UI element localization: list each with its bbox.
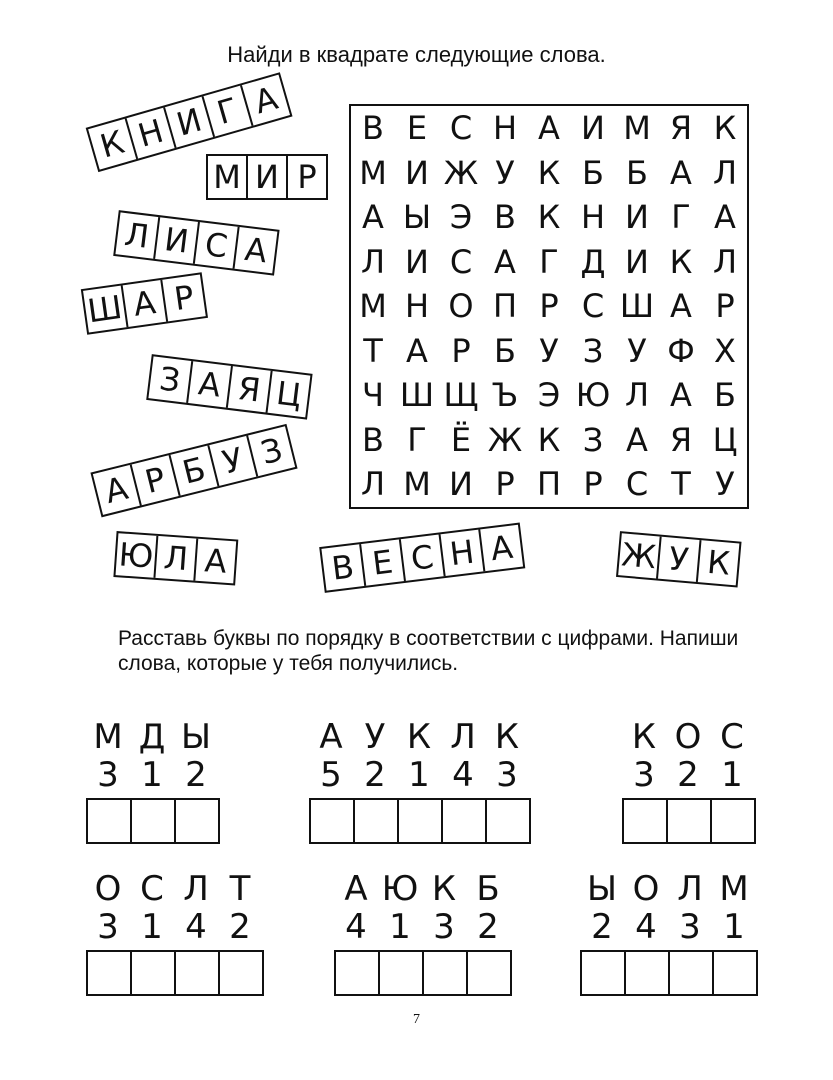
- grid-cell: И: [581, 109, 605, 148]
- grid-cell: У: [495, 153, 515, 192]
- grid-cell: К: [713, 109, 737, 148]
- task-number: 2: [677, 755, 699, 795]
- grid-cell: Я: [669, 109, 693, 148]
- grid-cell: А: [670, 287, 692, 326]
- grid-cell: З: [582, 420, 604, 459]
- tile-letter: А: [123, 280, 168, 327]
- grid-cell: Н: [404, 287, 430, 326]
- task-letter: Ю: [381, 869, 419, 909]
- task-letters: [86, 870, 262, 908]
- grid-cell: М: [403, 465, 431, 504]
- grid-cell: Р: [539, 287, 559, 326]
- grid-cell: И: [625, 242, 649, 281]
- task-numbers: [86, 756, 218, 794]
- tile-letter: Я: [228, 366, 273, 413]
- tile-letter: Ш: [83, 285, 128, 332]
- tile-letter: Г: [203, 85, 253, 136]
- reorder-task: [86, 718, 220, 844]
- answer-box[interactable]: [626, 952, 670, 994]
- grid-cell: Р: [451, 331, 471, 370]
- tile-letter: Р: [132, 455, 181, 505]
- grid-cell: Т: [363, 331, 383, 370]
- task-number: 1: [721, 755, 743, 795]
- grid-cell: О: [448, 287, 474, 326]
- grid-cell: Ж: [487, 420, 523, 459]
- word-tile: [81, 272, 208, 335]
- answer-boxes: [622, 798, 756, 844]
- task-number: 2: [591, 907, 613, 947]
- page-number: 7: [413, 1012, 420, 1027]
- answer-boxes: [86, 798, 220, 844]
- task-letter: Л: [450, 717, 476, 757]
- grid-cell: У: [627, 331, 647, 370]
- task-letter: С: [140, 869, 164, 909]
- task-letters: [622, 718, 754, 756]
- answer-box[interactable]: [176, 952, 220, 994]
- grid-cell: А: [362, 198, 384, 237]
- task-numbers: [580, 908, 756, 946]
- tile-letter: А: [242, 229, 270, 271]
- grid-cell: С: [449, 109, 473, 148]
- answer-box[interactable]: [399, 800, 443, 842]
- grid-cell: А: [670, 153, 692, 192]
- grid-cell: С: [449, 242, 473, 281]
- task-number: 3: [433, 907, 455, 947]
- task-letter: К: [406, 717, 432, 757]
- grid-cell: Л: [360, 242, 386, 281]
- grid-cell: И: [405, 153, 429, 192]
- tile-letter: М: [208, 156, 248, 198]
- grid-cell: Э: [449, 198, 473, 237]
- answer-boxes: [334, 950, 512, 996]
- task-letter: Л: [677, 869, 703, 909]
- task-letter: Ы: [587, 869, 617, 909]
- task-letter: М: [93, 717, 123, 757]
- answer-box[interactable]: [336, 952, 380, 994]
- grid-cell: А: [670, 376, 692, 415]
- grid-cell: Т: [671, 465, 691, 504]
- word-tile: [616, 531, 742, 587]
- task-number: 2: [229, 907, 251, 947]
- grid-cell: А: [714, 198, 736, 237]
- grid-cell: П: [536, 465, 562, 504]
- task-number: 2: [477, 907, 499, 947]
- grid-cell: И: [449, 465, 473, 504]
- grid-cell: В: [362, 420, 384, 459]
- tile-letter: С: [195, 222, 240, 269]
- grid-cell: Ы: [402, 198, 432, 237]
- tile-letter: А: [203, 541, 228, 581]
- tile-letter: У: [658, 537, 702, 582]
- task-letter: Т: [229, 869, 251, 909]
- tile-letter: Н: [127, 107, 177, 158]
- grid-cell: Л: [712, 153, 738, 192]
- word-tile: [113, 210, 279, 275]
- grid-cell: Я: [669, 420, 693, 459]
- task-number: 2: [364, 755, 386, 795]
- answer-box[interactable]: [88, 952, 132, 994]
- grid-cell: Р: [583, 465, 603, 504]
- reorder-task: [622, 718, 756, 844]
- answer-box[interactable]: [443, 800, 487, 842]
- instruction-text: Расставь буквы по порядку в соответствии с цифрами. Напиши слова, которые у тебя получились.: [118, 627, 739, 675]
- grid-cell: Ч: [362, 376, 384, 415]
- grid-cell: Р: [495, 465, 515, 504]
- tile-letter: З: [148, 356, 193, 403]
- task-letter: У: [364, 717, 386, 757]
- task-letters: [580, 870, 756, 908]
- answer-box[interactable]: [132, 952, 176, 994]
- answer-box[interactable]: [668, 800, 712, 842]
- answer-box[interactable]: [311, 800, 355, 842]
- grid-cell: Л: [624, 376, 650, 415]
- grid-cell: Б: [626, 153, 648, 192]
- grid-cell: Ж: [443, 153, 479, 192]
- tile-letter: Р: [297, 158, 317, 196]
- task-letter: О: [94, 869, 122, 909]
- task-number: 3: [679, 907, 701, 947]
- tile-letter: А: [188, 361, 233, 408]
- word-tile: [146, 354, 312, 419]
- grid-cell: Г: [407, 420, 427, 459]
- grid-cell: Ц: [712, 420, 738, 459]
- grid-cell: Н: [492, 109, 518, 148]
- tile-letter: З: [257, 430, 287, 473]
- task-number: 5: [320, 755, 342, 795]
- tile-letter: А: [250, 78, 282, 122]
- reorder-task: [309, 718, 531, 844]
- task-letter: О: [632, 869, 660, 909]
- page-title: Найди в квадрате следующие слова.: [227, 42, 606, 67]
- grid-cell: А: [626, 420, 648, 459]
- reorder-task: [86, 870, 264, 996]
- grid-cell: Ш: [399, 376, 435, 415]
- tile-letter: Ц: [274, 373, 304, 415]
- grid-cell: В: [494, 198, 516, 237]
- grid-cell: М: [623, 109, 651, 148]
- task-number: 4: [185, 907, 207, 947]
- grid-cell: Ф: [667, 331, 695, 370]
- answer-box[interactable]: [380, 952, 424, 994]
- answer-box[interactable]: [712, 800, 754, 842]
- task-number: 3: [633, 755, 655, 795]
- grid-cell: Б: [714, 376, 736, 415]
- word-tile: [90, 424, 297, 518]
- grid-cell: У: [539, 331, 559, 370]
- answer-box[interactable]: [582, 952, 626, 994]
- grid-cell: З: [582, 331, 604, 370]
- tile-letter: Л: [115, 212, 160, 259]
- grid-cell: Б: [582, 153, 604, 192]
- tile-letter: А: [488, 527, 515, 569]
- tile-letter: И: [155, 217, 200, 264]
- tile-letter: К: [705, 542, 732, 583]
- grid-cell: К: [537, 420, 561, 459]
- word-tile: [113, 531, 238, 585]
- grid-cell: С: [581, 287, 605, 326]
- task-numbers: [309, 756, 529, 794]
- task-number: 1: [141, 755, 163, 795]
- answer-box[interactable]: [487, 800, 529, 842]
- task-letter: Д: [138, 717, 166, 757]
- grid-cell: Г: [671, 198, 691, 237]
- task-letter: К: [431, 869, 457, 909]
- answer-box[interactable]: [670, 952, 714, 994]
- task-letter: М: [719, 869, 749, 909]
- task-numbers: [622, 756, 754, 794]
- tile-letter: И: [165, 96, 215, 147]
- grid-cell: К: [669, 242, 693, 281]
- grid-cell: И: [405, 242, 429, 281]
- task-letters: [86, 718, 218, 756]
- answer-boxes: [580, 950, 758, 996]
- grid-cell: Л: [712, 242, 738, 281]
- task-letter: Ы: [181, 717, 211, 757]
- tile-letter: В: [321, 544, 366, 591]
- tile-letter: У: [209, 435, 258, 485]
- word-tile: [206, 154, 328, 200]
- tile-letter: С: [401, 534, 446, 581]
- grid-cell: Ъ: [491, 376, 519, 415]
- answer-box[interactable]: [624, 800, 668, 842]
- grid-cell: Б: [494, 331, 516, 370]
- tile-letter: Ж: [618, 533, 662, 578]
- task-number: 3: [496, 755, 518, 795]
- task-letter: К: [631, 717, 657, 757]
- answer-box[interactable]: [132, 800, 176, 842]
- grid-cell: А: [494, 242, 516, 281]
- task-letters: [334, 870, 510, 908]
- word-tile: [319, 523, 525, 593]
- grid-cell: А: [538, 109, 560, 148]
- grid-cell: У: [715, 465, 735, 504]
- grid-cell: П: [492, 287, 518, 326]
- task-letters: [309, 718, 529, 756]
- task-number: 4: [635, 907, 657, 947]
- tile-letter: К: [88, 118, 138, 169]
- grid-cell: Г: [539, 242, 559, 281]
- task-numbers: [86, 908, 262, 946]
- grid-cell: И: [625, 198, 649, 237]
- grid-cell: Э: [537, 376, 561, 415]
- answer-boxes: [309, 798, 531, 844]
- task-number: 4: [452, 755, 474, 795]
- task-number: 1: [408, 755, 430, 795]
- tile-letter: И: [248, 156, 288, 198]
- task-letter: А: [319, 717, 343, 757]
- reorder-task: [580, 870, 758, 996]
- task-number: 2: [185, 755, 207, 795]
- task-number: 3: [97, 907, 119, 947]
- answer-box[interactable]: [714, 952, 756, 994]
- task-number: 1: [389, 907, 411, 947]
- grid-cell: Ю: [575, 376, 611, 415]
- grid-cell: Е: [406, 109, 428, 148]
- answer-box[interactable]: [220, 952, 262, 994]
- grid-cell: С: [625, 465, 649, 504]
- task-letter: Б: [476, 869, 500, 909]
- answer-box[interactable]: [176, 800, 218, 842]
- grid-cell: Н: [580, 198, 606, 237]
- tile-letter: Р: [171, 277, 197, 319]
- grid-cell: В: [362, 109, 384, 148]
- answer-box[interactable]: [88, 800, 132, 842]
- tile-letter: Б: [170, 445, 219, 495]
- grid-cell: Р: [715, 287, 735, 326]
- task-numbers: [334, 908, 510, 946]
- tile-letter: Ю: [116, 533, 159, 578]
- task-number: 3: [97, 755, 119, 795]
- task-letter: С: [720, 717, 744, 757]
- reorder-task: [334, 870, 512, 996]
- task-number: 4: [345, 907, 367, 947]
- grid-cell: А: [406, 331, 428, 370]
- tile-letter: Н: [441, 529, 486, 576]
- grid-cell: Х: [714, 331, 736, 370]
- grid-cell: К: [537, 153, 561, 192]
- task-number: 1: [141, 907, 163, 947]
- tile-letter: Л: [155, 536, 198, 581]
- answer-box[interactable]: [468, 952, 510, 994]
- tile-letter: А: [93, 464, 142, 514]
- grid-cell: Д: [580, 242, 606, 281]
- tile-letter: Е: [361, 539, 406, 586]
- answer-box[interactable]: [424, 952, 468, 994]
- grid-cell: Л: [360, 465, 386, 504]
- task-letter: А: [344, 869, 368, 909]
- word-search-grid: [349, 104, 749, 509]
- grid-cell: Ё: [450, 420, 472, 459]
- answer-box[interactable]: [355, 800, 399, 842]
- task-letter: К: [494, 717, 520, 757]
- grid-cell: М: [359, 153, 387, 192]
- answer-boxes: [86, 950, 264, 996]
- task-letter: О: [674, 717, 702, 757]
- grid-cell: Щ: [443, 376, 479, 415]
- task-number: 1: [723, 907, 745, 947]
- task-letter: Л: [183, 869, 209, 909]
- grid-cell: Ш: [619, 287, 655, 326]
- grid-cell: К: [537, 198, 561, 237]
- grid-cell: М: [359, 287, 387, 326]
